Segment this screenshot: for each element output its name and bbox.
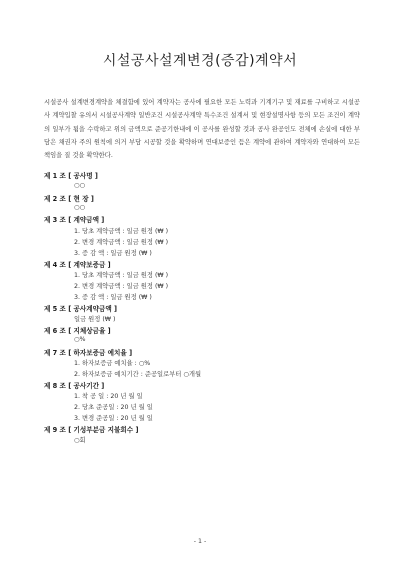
article-2-heading: 제 2 조 [ 현 장 ]	[44, 195, 94, 203]
article-9-value: ○회	[74, 437, 86, 444]
article-6-value: ○%	[74, 336, 86, 343]
article-2-value: ○○	[74, 204, 85, 211]
article-3-line-1: 1. 당초 계약금액 : 일금 원정 (₩ )	[74, 228, 169, 235]
article-1-value: ○○	[74, 182, 85, 189]
article-7-heading: 제 7 조 [ 하자보증금 예치율 ]	[44, 349, 133, 357]
article-4-line-2: 2. 변경 계약금액 : 일금 원정 (₩ )	[74, 283, 169, 290]
article-3-line-2: 2. 변경 계약금액 : 일금 원정 (₩ )	[74, 239, 169, 246]
article-3-heading: 제 3 조 [ 계약금액 ]	[44, 216, 105, 224]
article-7-line-1: 1. 하자보증금 예치율 : ○%	[74, 360, 151, 367]
article-5-value: 일금 원정 (₩ )	[74, 316, 116, 323]
article-8-heading: 제 8 조 [ 공사기간 ]	[44, 382, 105, 390]
article-4-line-3: 3. 증 감 액 : 일금 원정 (₩ )	[74, 294, 152, 301]
article-4-heading: 제 4 조 [ 계약보증금 ]	[44, 261, 111, 269]
article-7-line-2: 2. 하자보증금 예치기간 : 준공일로부터 ○개월	[74, 371, 202, 378]
article-4-line-1: 1. 당초 계약금액 : 일금 원정 (₩ )	[74, 272, 169, 279]
document-title: 시설공사설계변경(증감)계약서	[102, 53, 298, 69]
article-8-line-1: 1. 착 공 일 : 20 년 월 일	[74, 393, 143, 400]
page-number: - 1 -	[193, 538, 207, 545]
article-5-heading: 제 5 조 [ 공사계약금액 ]	[44, 305, 118, 313]
article-1-heading: 제 1 조 [ 공사명 ]	[44, 172, 98, 180]
article-3-line-3: 3. 증 감 액 : 일금 원정 (₩ )	[74, 250, 152, 257]
article-6-heading: 제 6 조 [ 지체상금율 ]	[44, 327, 111, 335]
article-9-heading: 제 9 조 [ 기성부분금 지불회수 ]	[44, 426, 139, 434]
intro-paragraph: 시설공사 설계변경계약을 체결함에 있어 계약자는 공사에 필요한 모든 노력과 기계기구 및 재료를 구비하고 시설공사 계약입찰 유의서 시설공사계약 일반조건 시설공사계약 특수조건 설계서 및 현장설명사항 등의 모든 조건이 계약의 일부가 됨을 수락하고 위의 금액으로 준공기한내에 이 공사를 완성할 것과 공사 완공인도 전체에 손실에 대한 부담은 채권자 주의 원칙에 의거 부담 시공할 것을 확약하며 연대보증인 듬은 계약에 관하여 계약자와 연대하여 모든 책임을 질 것을 확약한다.	[44, 99, 360, 160]
article-8-line-2: 2. 당초 준공일 : 20 년 월 일	[74, 404, 153, 411]
article-8-line-3: 3. 변경 준공일 : 20 년 월 일	[74, 415, 153, 422]
